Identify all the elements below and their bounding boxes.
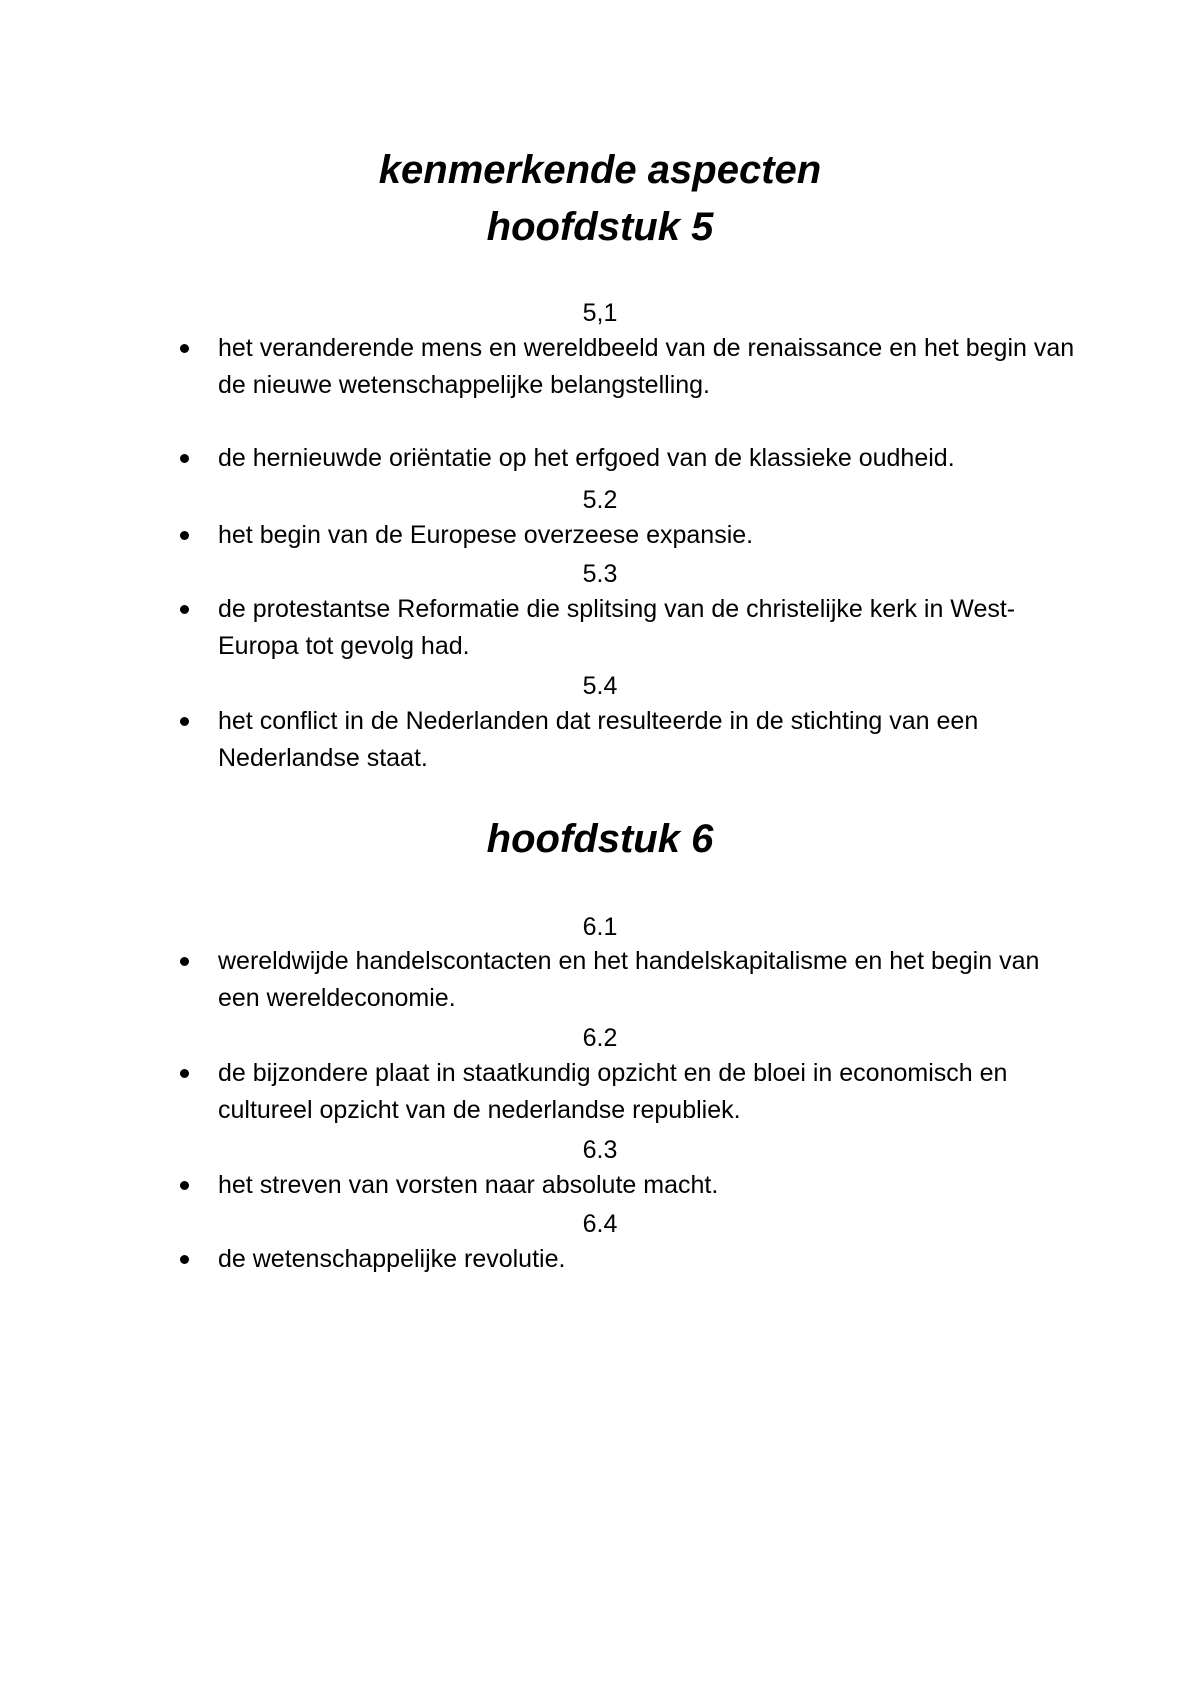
bullet-icon <box>180 454 189 463</box>
section-number-6-3: 6.3 <box>582 1136 618 1164</box>
chapter-5-heading: hoofdstuk 5 <box>486 205 714 249</box>
chapter-6-heading: hoofdstuk 6 <box>486 817 714 861</box>
list-item-text: de hernieuwde oriëntatie op het erfgoed van de klassieke oudheid. <box>218 444 955 472</box>
section-number-5-1: 5,1 <box>582 299 618 327</box>
bullet-icon <box>180 1181 189 1190</box>
list-item-text: de protestantse Reformatie die splitsing van de christelijke kerk in West-Europa tot gevolg had. <box>218 595 1016 660</box>
list-item-text: de bijzondere plaat in staatkundig opzicht en de bloei in economisch en cultureel opzicht van de nederlandse republiek. <box>218 1059 1008 1124</box>
bullet-icon <box>180 717 189 726</box>
list-item-text: het veranderende mens en wereldbeeld van de renaissance en het begin van de nieuwe wetenschappelijke belangstelling. <box>218 334 1075 399</box>
section-number-5-2: 5.2 <box>582 486 618 514</box>
bullet-icon <box>180 605 189 614</box>
section-number-6-2: 6.2 <box>582 1024 618 1052</box>
section-number-5-3: 5.3 <box>582 560 618 588</box>
list-item-text: het conflict in de Nederlanden dat resulteerde in de stichting van een Nederlandse staat. <box>218 707 979 772</box>
document-title: kenmerkende aspecten <box>378 148 822 192</box>
bullet-icon <box>180 1069 189 1078</box>
bullet-icon <box>180 344 189 353</box>
section-number-6-4: 6.4 <box>582 1210 618 1238</box>
list-item-text: het streven van vorsten naar absolute macht. <box>218 1171 719 1199</box>
bullet-icon <box>180 957 189 966</box>
list-item-text: de wetenschappelijke revolutie. <box>218 1245 566 1273</box>
section-number-5-4: 5.4 <box>582 672 618 700</box>
list-item-text: wereldwijde handelscontacten en het handelskapitalisme en het begin van een wereldeconomie. <box>218 947 1040 1012</box>
list-item-text: het begin van de Europese overzeese expansie. <box>218 521 754 549</box>
section-number-6-1: 6.1 <box>582 913 618 941</box>
bullet-icon <box>180 1255 189 1264</box>
bullet-icon <box>180 531 189 540</box>
